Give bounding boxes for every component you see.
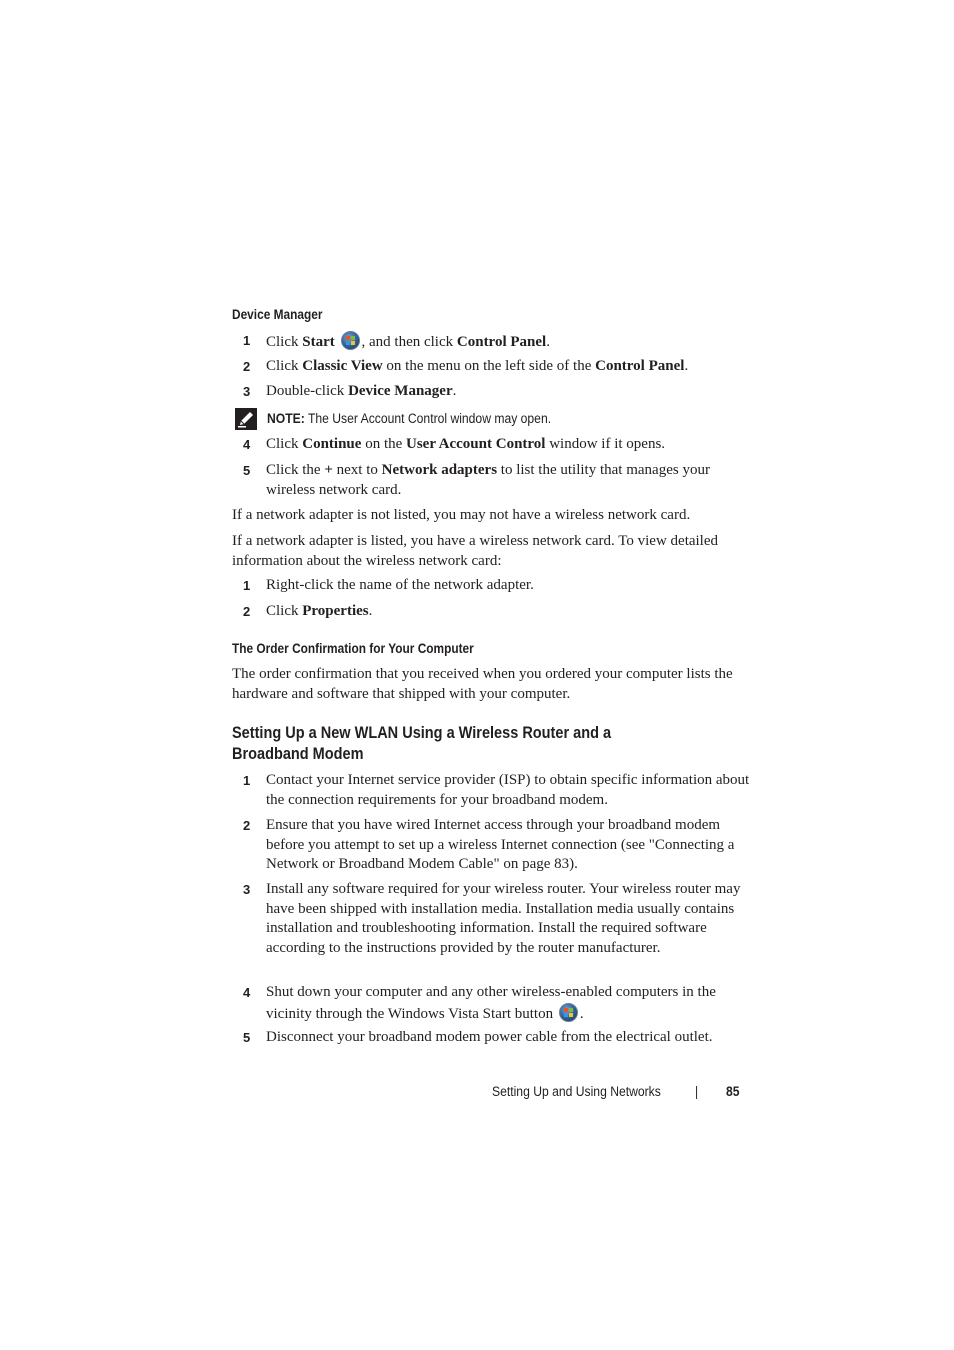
step-number: 2 xyxy=(243,604,251,619)
footer-chapter-title: Setting Up and Using Networks xyxy=(492,1084,661,1099)
step-text: Double-click Device Manager. xyxy=(266,383,457,399)
step-text: Disconnect your broadband modem power cable from the electrical outlet. xyxy=(266,1029,713,1045)
step-number: 5 xyxy=(243,1030,251,1045)
step-text: Click the + next to Network adapters to list the utility that manages your wireless network card. xyxy=(266,462,710,498)
step-number: 3 xyxy=(243,384,251,399)
step-text: Click Continue on the User Account Control window if it opens. xyxy=(266,436,666,452)
note-text: NOTE: The User Account Control window may open. xyxy=(267,411,552,426)
step-number: 1 xyxy=(243,773,251,788)
note-pencil-icon xyxy=(235,408,257,430)
paragraph: The order confirmation that you received when you ordered your computer lists the hardware and software that shipped with your computer. xyxy=(232,666,733,702)
step-text: Right-click the name of the network adapter. xyxy=(266,577,534,593)
heading-order-confirmation: The Order Confirmation for Your Computer xyxy=(232,641,474,656)
step-number: 4 xyxy=(243,437,251,452)
step-text: Click Classic View on the menu on the left side of the Control Panel. xyxy=(266,358,689,374)
step-text: Contact your Internet service provider (ISP) to obtain specific information about the connection requirements for your broadband modem. xyxy=(266,772,750,808)
windows-start-icon xyxy=(341,331,360,350)
step-number: 2 xyxy=(243,359,251,374)
step-number: 3 xyxy=(243,882,251,897)
step-number: 2 xyxy=(243,818,251,833)
step-number: 1 xyxy=(243,333,251,348)
step-number: 4 xyxy=(243,985,251,1000)
step-text: Ensure that you have wired Internet access through your broadband modem before you attempt to set up a wireless Internet connection (see "Connecting a Network or Broadband Modem Cable" on page 83). xyxy=(266,817,735,872)
heading-device-manager: Device Manager xyxy=(232,307,323,322)
step-text: Click Properties. xyxy=(266,603,373,619)
page-number: 85 xyxy=(726,1084,740,1099)
step-number: 5 xyxy=(243,463,251,478)
heading-setting-up-wlan: Setting Up a New WLAN Using a Wireless Router and a Broadband Modem xyxy=(232,724,612,763)
windows-start-icon xyxy=(559,1003,578,1022)
paragraph: If a network adapter is not listed, you may not have a wireless network card. xyxy=(232,507,691,523)
step-text: Click Start , and then click Control Panel. xyxy=(266,331,756,353)
footer-separator: | xyxy=(695,1084,699,1099)
step-number: 1 xyxy=(243,578,251,593)
paragraph: If a network adapter is listed, you have a wireless network card. To view detailed information about the wireless network card: xyxy=(232,533,719,569)
step-text: Install any software required for your wireless router. Your wireless router may have been shipped with installation media. Installation media usually contains installation and troubleshooting information. Install the required software according to the instructions provided by the router manufacturer. xyxy=(266,881,741,956)
step-text: Shut down your computer and any other wireless-enabled computers in the vicinity through the Windows Vista Start button . xyxy=(266,984,716,1022)
